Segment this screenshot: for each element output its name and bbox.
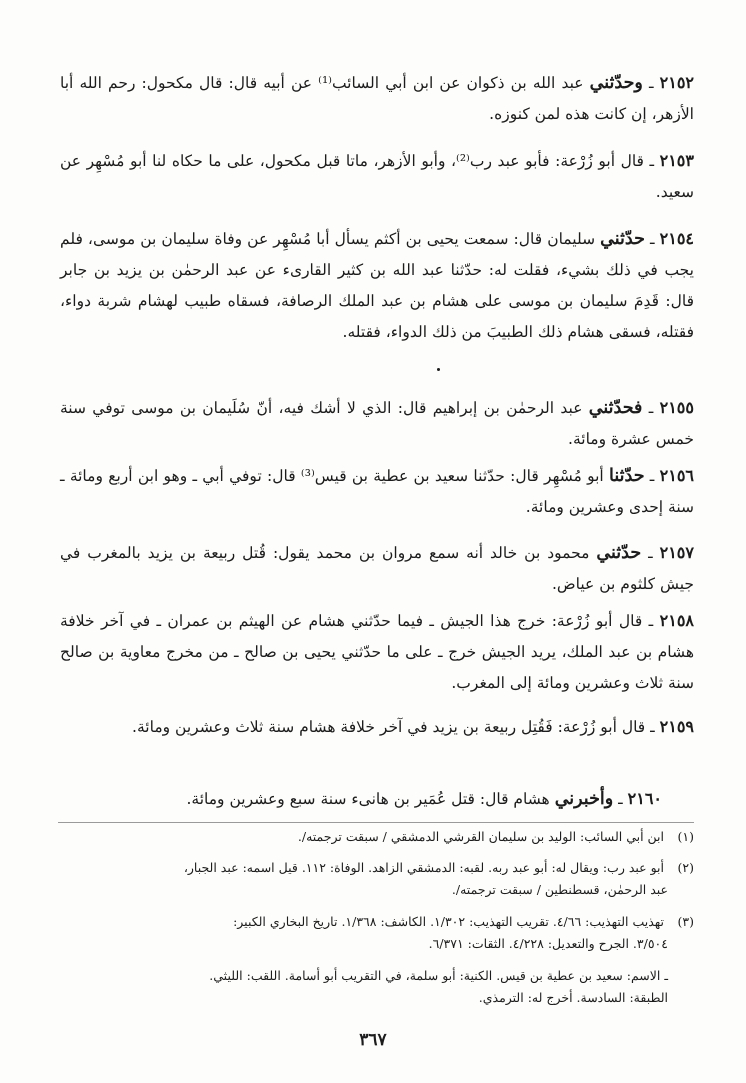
entry-keyword: فحدّثني	[588, 398, 643, 418]
entry-text: قال أبو زُرْعة: فأبو عبد رب⁽²⁾، وأبو الأزهر، ماتا قبل مكحول، على ما حكاه لنا أبو مُسْهِر عن سعيد.	[60, 152, 694, 201]
footnote-number: (٢)	[677, 860, 694, 875]
footnote-number: (٣)	[677, 914, 694, 929]
entry-2159: ٢١٥٩ ـ قال أبو زُرْعة: فَقُتِل ربيعة بن يزيد في آخر خلافة هشام سنة ثلاث وعشرين ومائة.	[132, 717, 694, 736]
entry-number: ٢١٥٦	[659, 466, 694, 485]
footnote-1	[60, 826, 694, 848]
entry-text: سليمان قال: سمعت يحيى بن أكثم يسأل أبا مُسْهِر عن وفاة سليمان بن موسى، فلم يجب في ذلك بشيء، فقلت له: حدّثنا عبد الله بن كثير القارىء عن عبد الرحمٰن بن يزيد بن جابر قال: قَدِمَ سليمان بن موسى على هشام بن عبد الملك الرصافة، فسقاه طبيب لهشام شربة دواء، فقتله، فسقى هشام ذلك الطبيبَ من ذلك الدواء، فقتله.	[60, 230, 694, 341]
entry-keyword: وحدّثني	[589, 73, 643, 93]
entry-text: قال أبو زُرْعة: فَقُتِل ربيعة بن يزيد في آخر خلافة هشام سنة ثلاث وعشرين ومائة.	[132, 718, 646, 736]
entry-number: ٢١٥٣	[659, 151, 694, 170]
entry-number: ٢١٥٥	[659, 398, 694, 417]
entry-number: ٢١٥٢	[659, 73, 694, 92]
entry-text: قال أبو زُرْعة: خرج هذا الجيش ـ فيما حدّثني هشام عن الهيثم بن عمران ـ في آخر خلافة هشام بن عبد الملك، يريد الجيش خرج ـ على ما حدّثني يحيى بن صالح ـ من مخرج معاوية بن صالح سنة ثلاث وعشرين ومائة إلى المغرب.	[60, 612, 694, 692]
entry-2160: ٢١٦٠ ـ وأخبرني هشام قال: قتل عُمَير بن هانىء سنة سبع وعشرين ومائة.	[186, 789, 662, 809]
footnote-line: ـ الاسم: سعيد بن عطية بن قيس. الكنية: أبو سلمة، في التقريب أبو أسامة. اللقب: الليثي.	[209, 968, 668, 983]
entry-keyword: حدّثني	[596, 543, 642, 563]
entry-2156: ٢١٥٦ ـ حدّثنا أبو مُسْهِر قال: حدّثنا سعيد بن عطية بن قيس⁽³⁾ قال: توفي أبي ـ وهو ابن أربع ومائة ـ سنة إحدى وعشرين ومائة.	[60, 466, 694, 516]
footnote-line: الطبقة: السادسة. أخرج له: الترمذي.	[478, 990, 668, 1005]
footnote-3	[60, 911, 694, 1009]
entry-2155: ٢١٥٥ ـ فحدّثني عبد الرحمٰن بن إبراهيم قال: الذي لا أشك فيه، أنّ سُلَيمان بن موسى توفي سنة خمس عشرة ومائة.	[60, 398, 694, 448]
entry-text: عبد الرحمٰن بن إبراهيم قال: الذي لا أشك فيه، أنّ سُلَيمان بن موسى توفي سنة خمس عشرة ومائة.	[60, 399, 694, 448]
page-number: ٣٦٧	[359, 1030, 387, 1050]
footnote-separator	[58, 822, 694, 823]
entry-keyword: حدّثني	[600, 229, 645, 249]
entry-number: ٢١٦٠	[627, 789, 662, 808]
stray-dot	[437, 368, 440, 371]
footnote-line: عبد الرحمٰن، قسطنطين / سبقت ترجمته/.	[451, 882, 668, 897]
entry-2153: ٢١٥٣ ـ قال أبو زُرْعة: فأبو عبد رب⁽²⁾، وأبو الأزهر، ماتا قبل مكحول، على ما حكاه لنا أبو مُسْهِر عن سعيد.	[60, 151, 694, 201]
footnote-line: ابن أبي السائب: الوليد بن سليمان القرشي الدمشقي / سبقت ترجمته/.	[297, 829, 665, 844]
entry-2154: ٢١٥٤ ـ حدّثني سليمان قال: سمعت يحيى بن أكثم يسأل أبا مُسْهِر عن وفاة سليمان بن موسى، فلم يجب في ذلك بشيء، فقلت له: حدّثنا عبد الله بن كثير القارىء عن عبد الرحمٰن بن يزيد بن جابر قال: قَدِمَ سليمان بن موسى على هشام بن عبد الملك الرصافة، فسقاه طبيب لهشام شربة دواء، فقتله، فسقى هشام ذلك الطبيبَ من ذلك الدواء، فقتله.	[60, 229, 694, 341]
entry-2152: ٢١٥٢ ـ وحدّثني عبد الله بن ذكوان عن ابن أبي السائب⁽¹⁾ عن أبيه قال: قال مكحول: رحم الله أبا الأزهر، إن كانت هذه لمن كنوزه.	[60, 73, 694, 123]
entry-number: ٢١٥٨	[659, 611, 694, 630]
entry-text: محمود بن خالد أنه سمع مروان بن محمد يقول: قُتل ربيعة بن يزيد بالمغرب في جيش كلثوم بن عياض.	[60, 544, 694, 593]
entry-text: هشام قال: قتل عُمَير بن هانىء سنة سبع وعشرين ومائة.	[186, 790, 550, 808]
footnote-2	[60, 857, 694, 901]
entry-text: أبو مُسْهِر قال: حدّثنا سعيد بن عطية بن قيس⁽³⁾ قال: توفي أبي ـ وهو ابن أربع ومائة ـ سنة إحدى وعشرين ومائة.	[60, 467, 694, 516]
footnote-line: تهذيب التهذيب: ٤/٦٦. تقريب التهذيب: ١/٣٠٢. الكاشف: ١/٣٦٨. تاريخ البخاري الكبير:	[233, 914, 665, 929]
footnote-line: ٣/٥٠٤. الجرح والتعديل: ٤/٢٢٨. الثقات: ٦/٣٧١.	[428, 936, 668, 951]
footnote-line: أبو عبد رب: ويقال له: أبو عبد ربه. لقبه: الدمشقي الزاهد. الوفاة: ١١٢. قيل اسمه: عبد الجبار،	[183, 860, 665, 875]
entry-keyword: حدّثنا	[609, 466, 645, 486]
entry-text: عبد الله بن ذكوان عن ابن أبي السائب⁽¹⁾ عن أبيه قال: قال مكحول: رحم الله أبا الأزهر، إن كانت هذه لمن كنوزه.	[60, 74, 694, 123]
entry-2158: ٢١٥٨ ـ قال أبو زُرْعة: خرج هذا الجيش ـ فيما حدّثني هشام عن الهيثم بن عمران ـ في آخر خلافة هشام بن عبد الملك، يريد الجيش خرج ـ على ما حدّثني يحيى بن صالح ـ من مخرج معاوية بن صالح سنة ثلاث وعشرين ومائة إلى المغرب.	[60, 611, 694, 692]
entry-number: ٢١٥٤	[659, 229, 694, 248]
entry-number: ٢١٥٩	[659, 717, 694, 736]
entry-number: ٢١٥٧	[659, 543, 694, 562]
entry-keyword: وأخبرني	[554, 789, 614, 809]
entry-2157: ٢١٥٧ ـ حدّثني محمود بن خالد أنه سمع مروان بن محمد يقول: قُتل ربيعة بن يزيد بالمغرب في جيش كلثوم بن عياض.	[60, 543, 694, 593]
footnote-number: (١)	[677, 829, 694, 844]
